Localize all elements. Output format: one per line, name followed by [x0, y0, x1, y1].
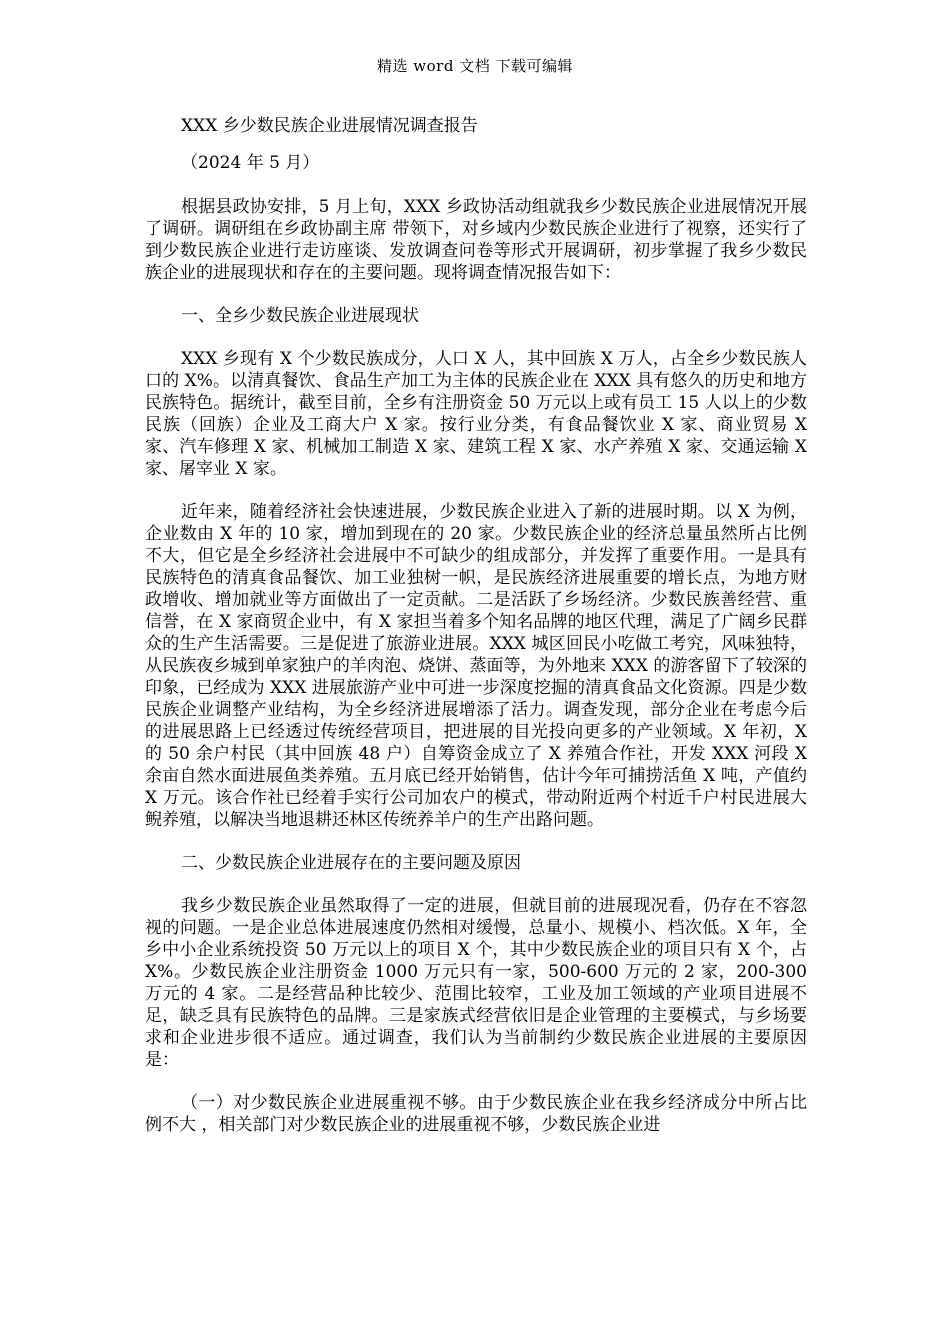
- document-body: [145, 114, 807, 1136]
- section-2-subsection-1: （一）对少数民族企业进展重视不够。由于少数民族企业在我乡经济成分中所占比例不大 ，相关部门对少数民族企业的进展重视不够，少数民族企业进: [145, 1093, 807, 1135]
- section-1-heading: 一、全乡少数民族企业进展现状: [181, 306, 419, 326]
- section-1-paragraph-2: 近年来，随着经济社会快速进展，少数民族企业进入了新的进展时期。以 X 为例，企业数由 X 年的 10 家，增加到现在的 20 家。少数民族企业的经济总量虽然所占比例不大，但它是全乡经济社会进展中不可缺少的组成部分，并发挥了重要作用。一是具有民族特色的清真食品餐饮、加工业独树一帜，是民族经济进展重要的增长点，为地方财政增收、增加就业等方面做出了一定贡献。二是活跃了乡场经济。少数民族善经营、重信誉，在 X 家商贸企业中，有 X 家担当着多个知名品牌的地区代理，满足了广阔乡民群众的生产生活需要。三是促进了旅游业进展。XXX 城区回民小吃做工考究，风味独特，从民族夜乡城到单家独户的羊肉泡、烧饼、蒸面等，为外地来 XXX 的游客留下了较深的印象，已经成为 XXX 进展旅游产业中可进一步深度挖掘的清真食品文化资源。四是少数民族企业调整产业结构，为全乡经济进展增添了活力。调查发现，部分企业在考虑今后的进展思路上已经透过传统经营项目，把进展的目光投向更多的产业领域。X 年初，X 的 50 余户村民（其中回族 48 户）自筹资金成立了 X 养殖合作社，开发 XXX 河段 X 余亩自然水面进展鱼类养殖。五月底已经开始销售，估计今年可捕捞活鱼 X 吨，产值约 X 万元。该合作社已经着手实行公司加农户的模式，带动附近两个村近千户村民进展大鲵养殖，以解决当地退耕还林区传统养羊户的生产出路问题。: [145, 502, 807, 830]
- intro-paragraph: 根据县政协安排，5 月上旬，XXX 乡政协活动组就我乡少数民族企业进展情况开展了调研。调研组在乡政协副主席 带领下，对乡域内少数民族企业进行了视察，还实行了到少数民族企业进行走访座谈、发放调查问卷等形式开展调研，初步掌握了我乡少数民族企业的进展现状和存在的主要问题。现将调查情况报告如下：: [145, 197, 807, 283]
- document-date: （2024 年 5 月）: [181, 153, 320, 173]
- section-2-heading: 二、少数民族企业进展存在的主要问题及原因: [181, 853, 521, 873]
- section-2-paragraph-1: 我乡少数民族企业虽然取得了一定的进展，但就目前的进展现况看，仍存在不容忽视的问题。一是企业总体进展速度仍然相对缓慢，总量小、规模小、档次低。X 年，全乡中小企业系统投资 50 万元以上的项目 X 个，其中少数民族企业的项目只有 X 个，占 X%。少数民族企业注册资金 1000 万元只有一家，500-600 万元的 2 家，200-300 万元的 4 家。二是经营品种比较少、范围比较窄，工业及加工领域的产业项目进展不足，缺乏具有民族特色的品牌。三是家族式经营依旧是企业管理的主要模式，与乡场要求和企业进步很不适应。通过调查，我们认为当前制约少数民族企业进展的主要原因是：: [145, 896, 807, 1070]
- document-title: XXX 乡少数民族企业进展情况调查报告: [181, 116, 478, 136]
- section-1-paragraph-1: XXX 乡现有 X 个少数民族成分，人口 X 人，其中回族 X 万人，占全乡少数民族人口的 X%。以清真餐饮、食品生产加工为主体的民族企业在 XXX 具有悠久的历史和地方民族特色。据统计，截至目前，全乡有注册资金 50 万元以上或有员工 15 人以上的少数民族（回族）企业及工商大户 X 家。按行业分类，有食品餐饮业 X 家、商业贸易 X 家、汽车修理 X 家、机械加工制造 X 家、建筑工程 X 家、水产养殖 X 家、交通运输 X 家、屠宰业 X 家。: [145, 349, 807, 479]
- page-header: 精选 word 文档 下载可编辑: [377, 57, 573, 75]
